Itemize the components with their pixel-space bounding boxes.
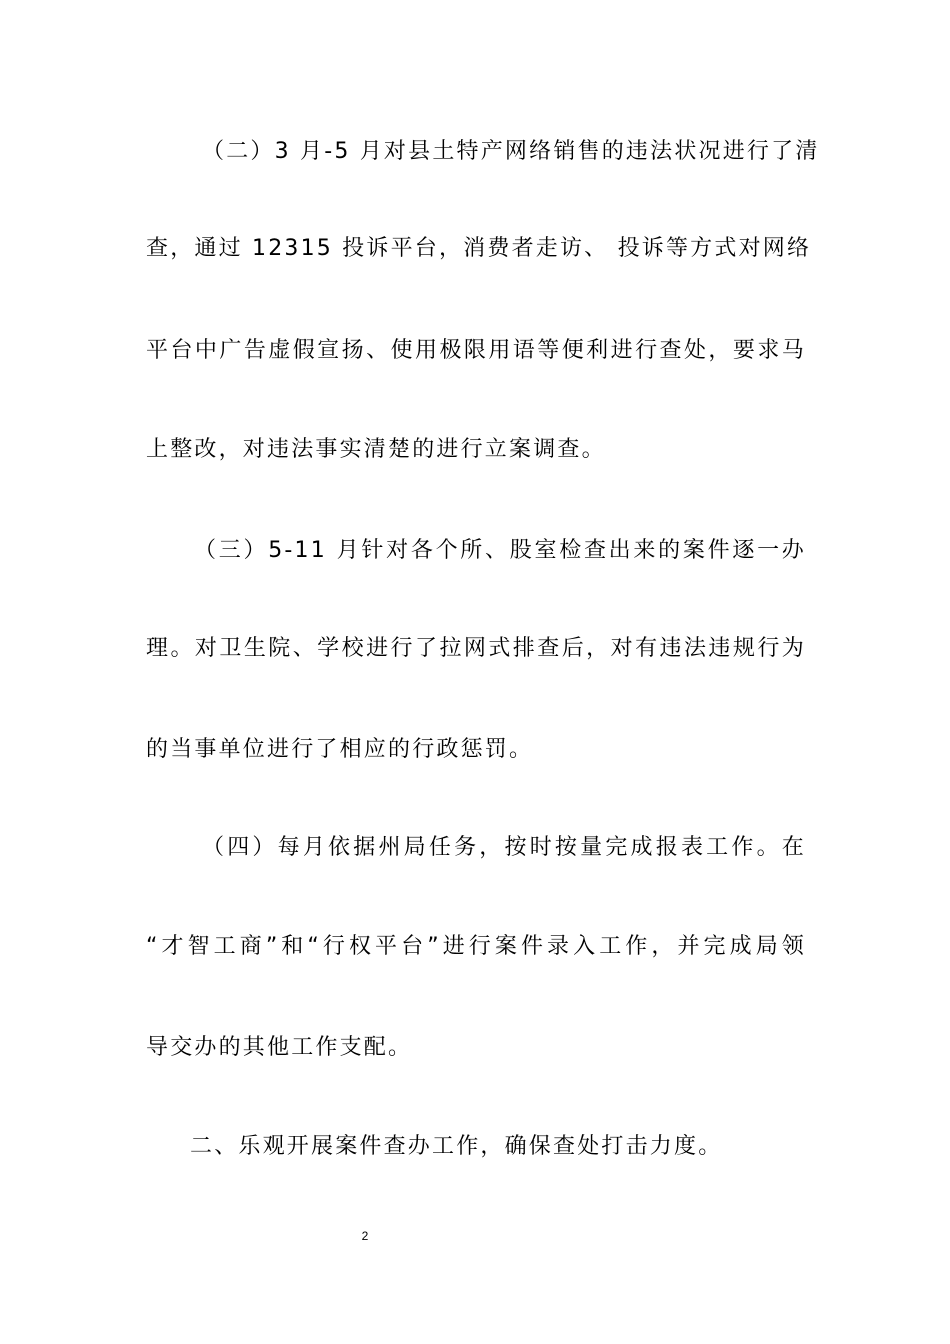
paragraph-2-line-1: （二）3 月-5 月对县土特产网络销售的违法状况进行了清	[202, 139, 820, 164]
section-heading: 二、乐观开展案件查办工作，确保查处打击力度。	[190, 1134, 723, 1159]
paragraph-4-line-3: 导交办的其他工作支配。	[146, 1035, 413, 1060]
paragraph-3-line-2: 理。对卫生院、学校进行了拉网式排查后，对有违法违规行为	[146, 636, 806, 661]
paragraph-2-line-2: 查，通过 12315 投诉平台，消费者走访、 投诉等方式对网络	[146, 236, 812, 261]
paragraph-3-line-3: 的当事单位进行了相应的行政惩罚。	[146, 737, 534, 762]
paragraph-4-line-1: （四）每月依据州局任务，按时按量完成报表工作。在	[202, 835, 806, 860]
page-number: 2	[361, 1229, 369, 1243]
paragraph-2-line-3: 平台中广告虚假宣扬、使用极限用语等便利进行查处，要求马	[146, 338, 806, 363]
paragraph-4-line-2: “才智工商”和“行权平台”进行案件录入工作，并完成局领	[146, 934, 806, 959]
paragraph-3-line-1: （三）5-11 月针对各个所、股室检查出来的案件逐一办	[194, 538, 806, 563]
paragraph-2-line-4: 上整改，对违法事实清楚的进行立案调查。	[146, 437, 606, 462]
